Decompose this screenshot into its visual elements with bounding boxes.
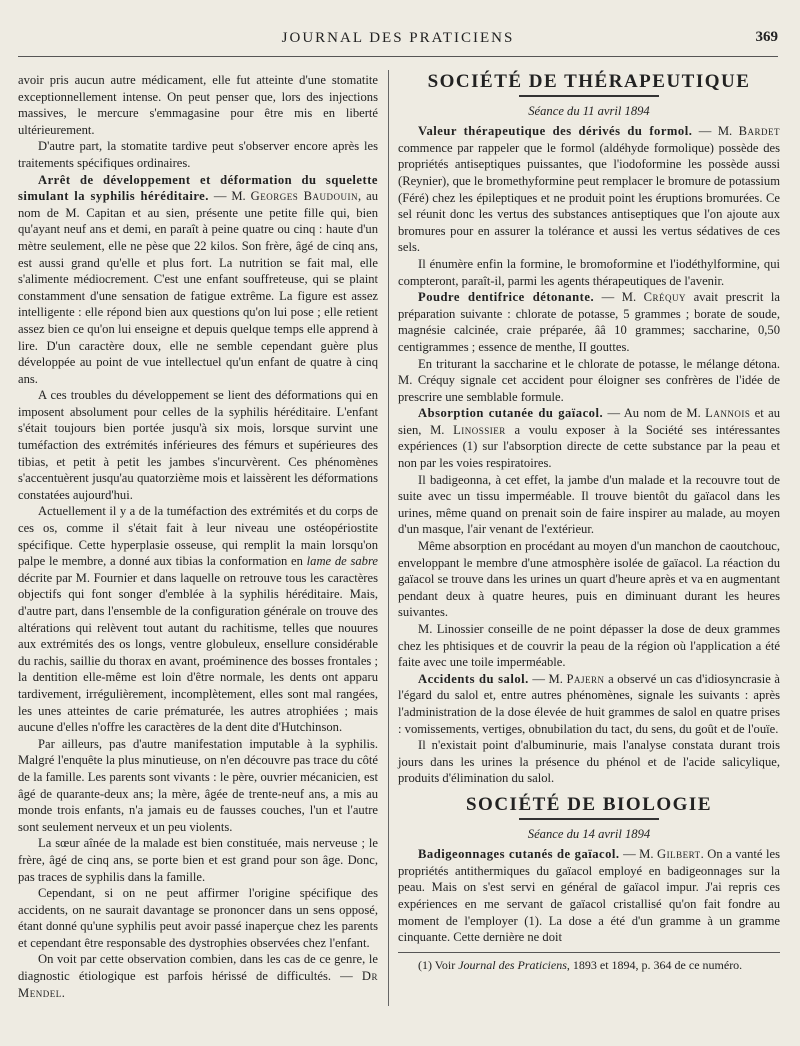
paragraph-text: — Au nom de M. bbox=[603, 406, 706, 421]
paragraph-text: commence par rappeler que le formol (aldéhyde formolique) possède des propriétés antiseptiques puissantes, que l'iodoformine les possède aussi (Reynier), que le bromethyformine peut remplacer le bromure de potassium (Féré) chez les épileptiques et ne produit point les éruptions bromurées. Ce sel réunit donc les vertus des substances antiseptiques que l'on ajoute aux bromures pour en assurer la tolérance et aussi les vertus sédatives de ces sels. bbox=[398, 140, 780, 255]
paragraph: Par ailleurs, pas d'autre manifestation imputable à la syphilis. Malgré l'enquête la plus minutieuse, on n'en découvre pas trace du côté de la famille. Les parents sont vivants : le père, ouvrier mécanicien, est âgé de quarante-deux ans; la mère, âgée de trente-neuf ans, a mis au monde trois enfants, n'a jamais eu de fausses couches, l'un et l'autre sont seulement nerveux et un peu violents. bbox=[18, 736, 378, 834]
title-underline bbox=[519, 95, 659, 97]
paragraph-conclusion bbox=[18, 951, 378, 1001]
section-headline: Valeur thérapeutique des dérivés du formol. bbox=[418, 124, 693, 139]
italic-term: lame de sabre bbox=[306, 554, 378, 569]
paragraph-baudouin bbox=[18, 172, 378, 388]
paragraph-text: et au sien, M. bbox=[398, 406, 780, 437]
paragraph-formol bbox=[398, 123, 780, 256]
paragraph: La sœur aînée de la malade est bien constituée, mais nerveuse ; le frère, âgé de cinq ans, se porte bien et est grand pour son âge. Donc, pas traces de syphilis dans la famille. bbox=[18, 836, 378, 884]
paragraph-text: On voit par cette observation combien, dans les cas de ce genre, le diagnostic étiologique est parfois hérissé de difficultés. — bbox=[18, 952, 378, 984]
paragraph-text: avait prescrit la préparation suivante : chlorate de potasse, 5 grammes ; borate de soude, magnésie calcinée, craie préparée, ââ 10 grammes; saccharine, 0,50 centigrammes ; essence de menthe, II gouttes. bbox=[398, 290, 780, 354]
paragraph-poudre bbox=[398, 289, 780, 355]
paragraph: Il badigeonna, à cet effet, la jambe d'un malade et la recouvre tout de suite avec un tissu imperméable. Il trouve bientôt du gaïacol dans les urines, même quand on prenait soin de faire inspirer au malade, au moyen d'un masque, l'air venant de l'extérieur. bbox=[398, 472, 780, 537]
paragraph: Il n'existait point d'albuminurie, mais l'analyse constata durant trois jours dans les urines la présence du phénol et de l'acide salicylique, produits d'élimination du salol. bbox=[398, 738, 780, 786]
paragraph: Cependant, si on ne peut affirmer l'origine spécifique des accidents, on ne saurait davantage se prononcer dans un sens opposé, étant donné qu'une syphilis peut avoir passé inaperçue chez les parents et cependant être responsable des dystrophies observées chez l'enfant. bbox=[18, 886, 378, 950]
dash: — M. bbox=[208, 189, 251, 204]
paragraph-text: a observé un cas d'idiosyncrasie à l'égard du salol et, entre autres phénomènes, signale les suivants : après l'administration de la dose élevée de huit grammes de salol en quatre prises : vomissements, vertiges, obnubilation du tact, du sens, du goût et de l'ouïe. bbox=[398, 671, 780, 736]
society-title-text: SOCIÉTÉ DE BIOLOGIE bbox=[465, 793, 713, 815]
signature: Dr Mendel. bbox=[18, 969, 378, 1000]
dash: — M. bbox=[528, 671, 567, 686]
footnote-separator bbox=[398, 952, 780, 953]
page-header bbox=[18, 26, 778, 57]
paragraph-text: Actuellement il y a de la tuméfaction des extrémités et du corps de ces os, comme il s'était fait à leur niveau une ostéopériostite spécifique. Cette hyperplasie osseuse, qui remplit la main lorsqu'on palpe le membre, a donné aux tibias la conformation en bbox=[18, 504, 378, 569]
footnote-journal-title: Journal des Praticiens bbox=[458, 957, 567, 972]
footnote-text: , 1893 et 1894, p. 364 de ce numéro. bbox=[566, 957, 743, 972]
author-name: Georges Baudouin bbox=[250, 189, 359, 204]
session-date: Séance du 14 avril 1894 bbox=[527, 826, 651, 841]
left-column bbox=[18, 72, 378, 1001]
author-name: Lannois bbox=[705, 406, 751, 421]
footnote-text: (1) Voir bbox=[418, 957, 459, 972]
title-underline bbox=[519, 818, 659, 820]
right-column bbox=[398, 72, 780, 973]
author-name: Linossier bbox=[453, 422, 506, 437]
page-number: 369 bbox=[755, 29, 778, 45]
author-name: Bardet bbox=[738, 124, 780, 139]
paragraph: Même absorption en procédant au moyen d'un manchon de caoutchouc, enveloppant le membre d'une atmosphère isolée de gaïacol. La réaction du gaïacol se trouve dans les urines un quart d'heure après et va en augmentant pendant deux à quatre heures, puis en diminuant durant les heures suivantes. bbox=[398, 539, 780, 620]
section-headline: Poudre dentifrice détonante. bbox=[418, 290, 595, 305]
paragraph: Il énumère enfin la formine, le bromoformine et l'iodéthylformine, qui compteront, paraît-il, parmi les agents thérapeutiques de l'avenir. bbox=[398, 256, 780, 288]
paragraph: A ces troubles du développement se lient des déformations qui en imposent absolument pour celles de la syphilis héréditaire. L'enfant s'était toujours bien portée jusqu'à six mois, lorsque survint une tuméfaction des extrémités inférieures des fémurs et supérieures des tibias, et petit à petit les jambes s'incurvèrent. Ces phénomènes s'accentuèrent jusqu'au quatorzième mois et laissèrent les déformations constatées aujourd'hui. bbox=[18, 388, 378, 502]
section-headline: Arrêt de développement et déformation du squelette simulant la syphilis héréditaire. bbox=[18, 172, 378, 204]
footnote bbox=[398, 957, 780, 974]
author-name: Gilbert bbox=[657, 847, 701, 862]
session-date: Séance du 11 avril 1894 bbox=[528, 103, 650, 118]
paragraph-badigeonnages bbox=[398, 846, 780, 946]
section-headline: Accidents du salol. bbox=[418, 671, 529, 686]
section-headline: Absorption cutanée du gaïacol. bbox=[418, 406, 604, 421]
paragraph-salol bbox=[398, 671, 780, 737]
paragraph: D'autre part, la stomatite tardive peut s'observer encore après les traitements spécifiques ordinaires. bbox=[18, 139, 378, 170]
section-headline: Badigeonnages cutanés de gaïacol. bbox=[418, 847, 620, 862]
paragraph: M. Linossier conseille de ne point dépasser la dose de deux grammes chez les phtisiques et de couvrir la peau de la région où l'application a été faite avec une toile imperméable. bbox=[398, 622, 780, 670]
column-divider bbox=[388, 70, 389, 1006]
paragraph-text: , au nom de M. Capitan et au sien, présente une petite fille qui, bien qu'ayant neuf ans et demi, en paraît à peine quatre ou cinq : haute d'un mètre seulement, elle ne pèse que 22 kilos. Son frère, âgé de cinq ans, est aussi grand qu'elle et plus fort. La nutrition se fait mal, elle s'alimente médiocrement. C'est une enfant souffreteuse, qui se plaint constamment d'une sensation de fatigue extrême. La figure est assez intelligente : elle répond bien aux questions qu'on lui pose ; elle retient assez bien ce qu'on lui enseigne et depuis quelque temps elle apprend à lire. D'un caractère doux, elle ne semble cependant guère plus développée au point de vue intellectuel qu'un enfant de quatre à cinq ans. bbox=[18, 189, 379, 386]
dash: — M. bbox=[594, 290, 644, 305]
running-title: JOURNAL DES PRATICIENS bbox=[281, 30, 515, 46]
author-name: Pajern bbox=[566, 671, 605, 686]
paragraph-text: . On a vanté les propriétés antithermiques du gaïacol employé en badigeonnages sur la peau. Mais on s'est servi en général de gaïacol impur. J'ai repris ces expériences en me servant de gaïacol cristallisé qu'on fait fondre au moment de l'employer (1). La dose a été d'un gramme à un gramme cinquante. Cette dernière ne doit bbox=[398, 847, 780, 945]
paragraph: avoir pris aucun autre médicament, elle fut atteinte d'une stomatite exceptionnellement intense. On peut penser que, lors des injections massives, le mercure s'emmagasine pour être mis en liberté ultérieurement. bbox=[18, 73, 378, 137]
paragraph-lame-de-sabre bbox=[18, 503, 378, 735]
paragraph-text: a voulu exposer à la Société ses intéressantes expériences (1) sur l'absorption directe de cette substance par la peau et non par les voies respiratoires. bbox=[398, 422, 781, 471]
paragraph-text: décrite par M. Fournier et dans laquelle on retrouve tous les caractères objectifs qui font songer d'emblée à la syphilis héréditaire. Mais, d'autre part, dans l'ensemble de la configuration générale on trouve des altérations qui relèvent tout autant du rachitisme, telles que nouures aux extrémités des os longs, ventre globuleux, ensellure considérable du rachis, saillie du thorax en avant, proéminence des bosses frontales ; la dentition elle-même est loin d'être normale, les dents ont apparu tardivement, irrégulièrement, incomplètement, elles sont mal rangées, les unes atteintes de carie prématurée, les autres atrophiées ; mais aucune d'elles n'offre les caractères de la dent dite d'Hutchinson. bbox=[18, 570, 378, 735]
author-name: Créquy bbox=[643, 290, 687, 305]
dash: — M. bbox=[619, 847, 658, 862]
dash: — M. bbox=[692, 124, 739, 139]
society-title-therapeutique bbox=[398, 71, 780, 97]
society-title-biologie bbox=[398, 793, 780, 820]
paragraph-absorption bbox=[398, 405, 780, 471]
society-title-text: SOCIÉTÉ DE THÉRAPEUTIQUE bbox=[427, 71, 751, 92]
paragraph: En triturant la saccharine et le chlorate de potasse, le mélange détona. M. Créquy signale cet accident pour éloigner ses confrères de l'idée de prescrire une semblable formule. bbox=[398, 356, 780, 404]
